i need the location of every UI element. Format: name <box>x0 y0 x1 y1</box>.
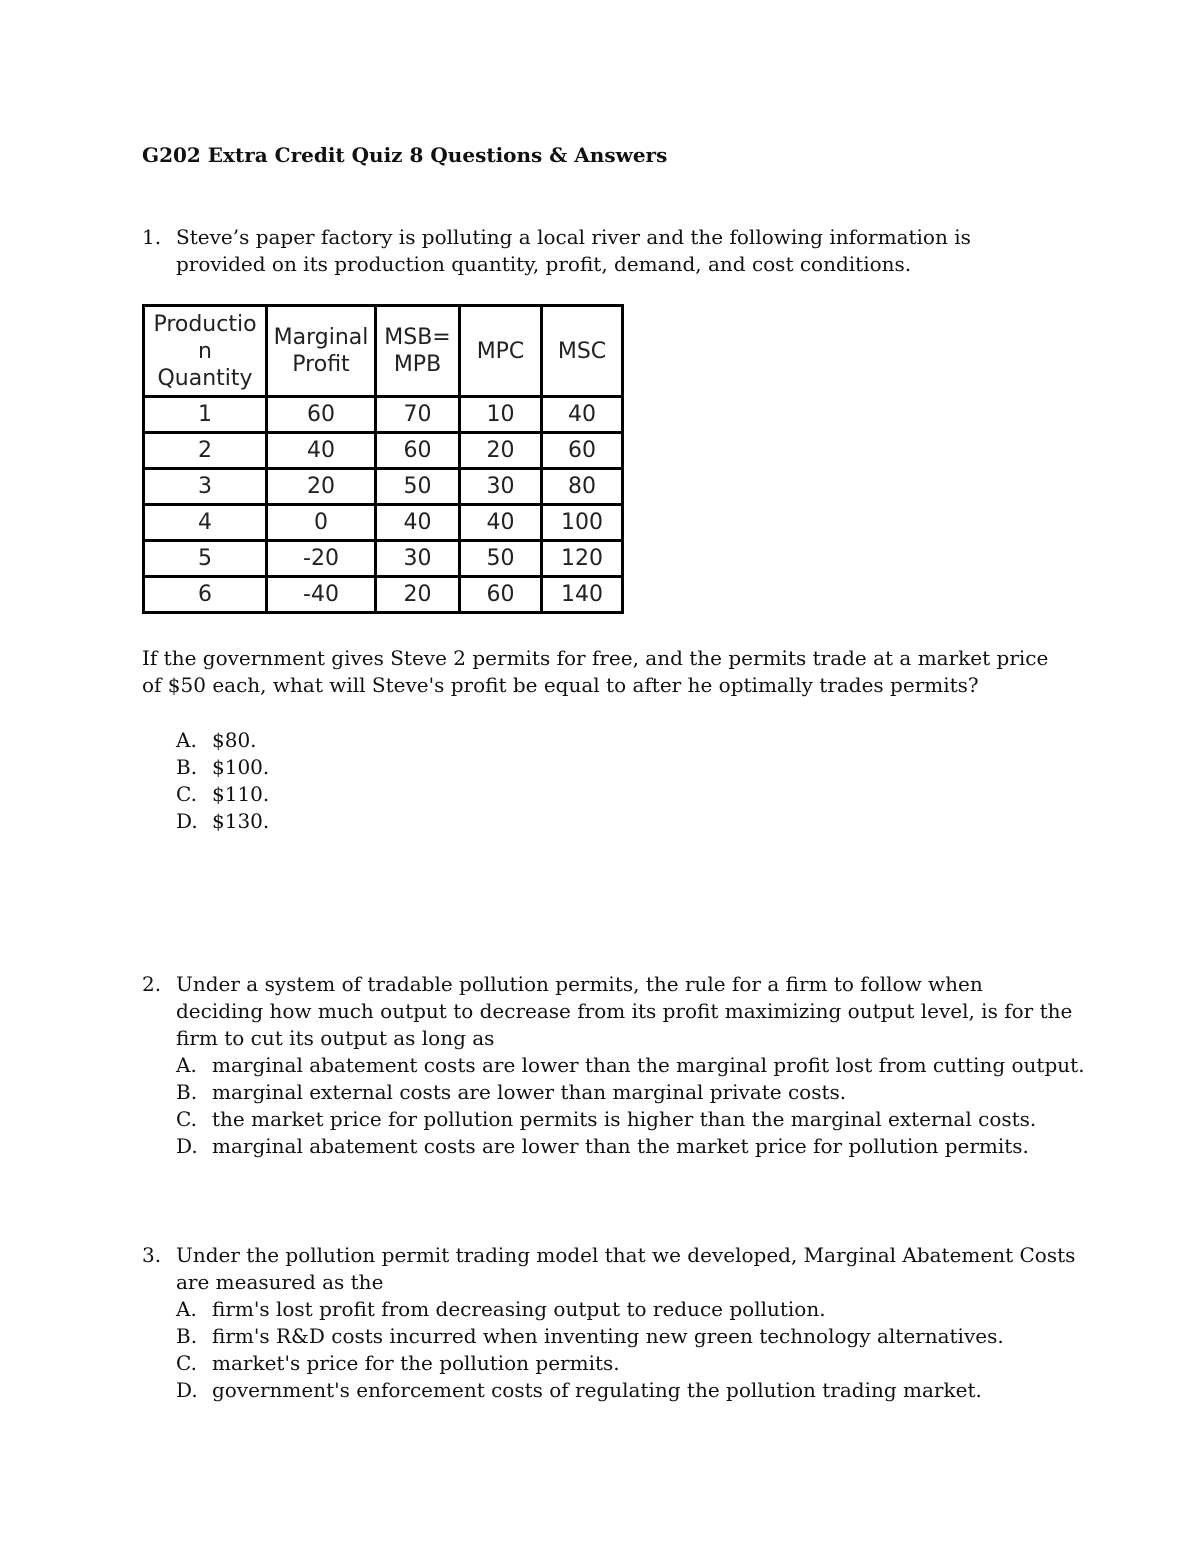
table-cell: 50 <box>460 541 542 577</box>
question-3-options <box>176 1296 1076 1404</box>
option-text: market's price for the pollution permits. <box>212 1351 620 1375</box>
option-letter: A. <box>176 1053 197 1077</box>
question-2-options <box>176 1052 1085 1160</box>
option-letter: C. <box>176 1351 197 1375</box>
table-cell: 50 <box>376 469 460 505</box>
question-stem: Under a system of tradable pollution permits, the rule for a firm to follow when deciding how much output to decrease from its profit maximizing output level, is for the firm to cut its output as long as <box>176 972 1073 1050</box>
question-number: 2. <box>142 972 162 996</box>
page-title: G202 Extra Credit Quiz 8 Questions & Answers <box>142 143 668 167</box>
answer-option <box>176 1296 1076 1323</box>
question-stem: Steve’s paper factory is polluting a local river and the following information is provided on its production quantity, profit, demand, and cost conditions. <box>176 225 971 276</box>
table-cell: 20 <box>267 469 376 505</box>
table-cell: 40 <box>267 433 376 469</box>
table-row <box>144 541 623 577</box>
table-cell: 60 <box>460 577 542 613</box>
table-cell: 20 <box>376 577 460 613</box>
table-cell: 6 <box>144 577 267 613</box>
option-text: $80. <box>212 728 257 752</box>
answer-option <box>176 781 269 808</box>
question-number: 3. <box>142 1243 162 1267</box>
table-cell: 40 <box>376 505 460 541</box>
answer-option <box>176 727 269 754</box>
answer-option <box>176 1052 1085 1079</box>
question-stem: Under the pollution permit trading model that we developed, Marginal Abatement Costs are measured as the <box>176 1243 1076 1294</box>
table-cell: 3 <box>144 469 267 505</box>
question-number: 1. <box>142 225 162 249</box>
option-text: $100. <box>212 755 270 779</box>
option-text: government's enforcement costs of regulating the pollution trading market. <box>212 1378 982 1402</box>
option-text: $110. <box>212 782 270 806</box>
option-letter: A. <box>176 728 197 752</box>
table-row <box>144 577 623 613</box>
header-marginal-profit: Marginal Profit <box>267 306 376 397</box>
option-text: firm's lost profit from decreasing output to reduce pollution. <box>212 1297 826 1321</box>
option-letter: B. <box>176 1324 198 1348</box>
option-letter: B. <box>176 1080 198 1104</box>
answer-option <box>176 808 269 835</box>
table-row <box>144 505 623 541</box>
option-letter: D. <box>176 1378 198 1402</box>
table-header-row <box>144 306 623 397</box>
answer-option <box>176 1377 1076 1404</box>
table-cell: 30 <box>376 541 460 577</box>
table-cell: 20 <box>460 433 542 469</box>
table-cell: 10 <box>460 397 542 433</box>
table-cell: 0 <box>267 505 376 541</box>
option-letter: C. <box>176 782 197 806</box>
table-cell: 1 <box>144 397 267 433</box>
table-cell: 60 <box>376 433 460 469</box>
table-row <box>144 433 623 469</box>
question-1-options <box>176 727 269 835</box>
table-cell: 100 <box>542 505 623 541</box>
table-cell: 70 <box>376 397 460 433</box>
header-mpc: MPC <box>460 306 542 397</box>
option-text: firm's R&D costs incurred when inventing new green technology alternatives. <box>212 1324 1004 1348</box>
question-1-prompt: If the government gives Steve 2 permits for free, and the permits trade at a market price of $50 each, what will Steve's profit be equal to after he optimally trades permits? <box>142 646 1049 697</box>
option-text: marginal abatement costs are lower than the marginal profit lost from cutting output. <box>212 1053 1085 1077</box>
table-cell: 4 <box>144 505 267 541</box>
table-cell: 5 <box>144 541 267 577</box>
table-cell: 120 <box>542 541 623 577</box>
option-letter: B. <box>176 755 198 779</box>
header-msb-mpb: MSB= MPB <box>376 306 460 397</box>
table-cell: 40 <box>460 505 542 541</box>
answer-option <box>176 1079 1076 1106</box>
option-text: marginal abatement costs are lower than the market price for pollution permits. <box>212 1134 1029 1158</box>
answer-option <box>176 1106 1076 1133</box>
table-cell: -40 <box>267 577 376 613</box>
option-text: $130. <box>212 809 270 833</box>
table-cell: 80 <box>542 469 623 505</box>
option-letter: C. <box>176 1107 197 1131</box>
table-row <box>144 397 623 433</box>
table-cell: 2 <box>144 433 267 469</box>
answer-option <box>176 754 269 781</box>
answer-option <box>176 1323 1076 1350</box>
option-text: the market price for pollution permits is higher than the marginal external costs. <box>212 1107 1037 1131</box>
table-cell: 30 <box>460 469 542 505</box>
answer-option <box>176 1133 1076 1160</box>
header-production-quantity: Productio n Quantity <box>144 306 267 397</box>
option-text: marginal external costs are lower than marginal private costs. <box>212 1080 847 1104</box>
production-table <box>142 304 624 614</box>
table-cell: 60 <box>542 433 623 469</box>
option-letter: A. <box>176 1297 197 1321</box>
table-cell: 60 <box>267 397 376 433</box>
option-letter: D. <box>176 1134 198 1158</box>
answer-option <box>176 1350 1076 1377</box>
option-letter: D. <box>176 809 198 833</box>
table-cell: 140 <box>542 577 623 613</box>
table-cell: 40 <box>542 397 623 433</box>
table-cell: -20 <box>267 541 376 577</box>
table-row <box>144 469 623 505</box>
header-msc: MSC <box>542 306 623 397</box>
